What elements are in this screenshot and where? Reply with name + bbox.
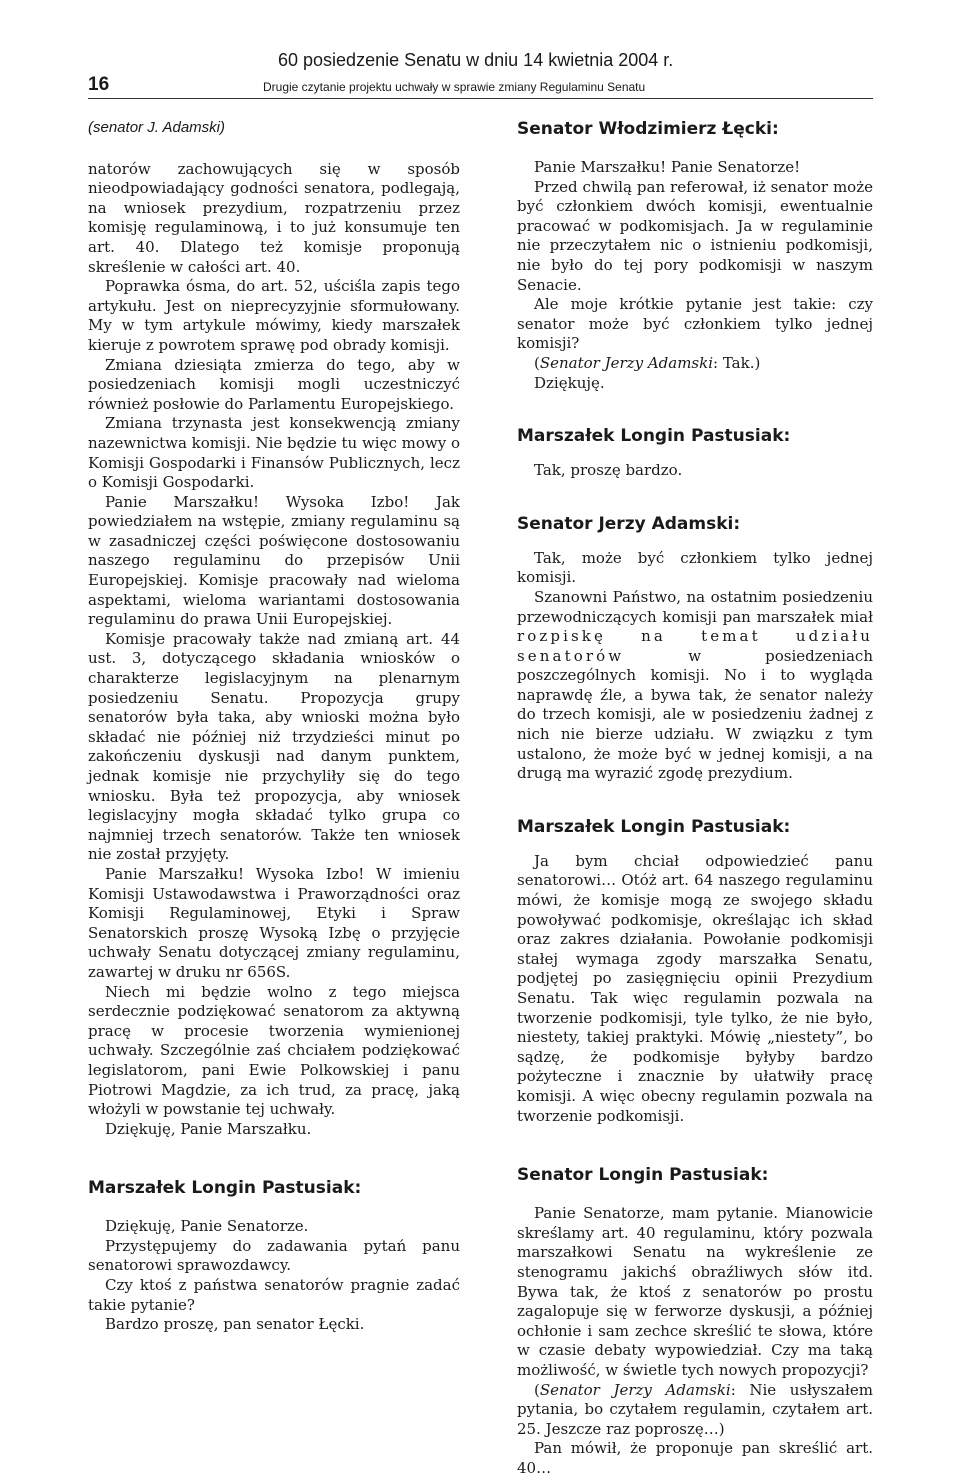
speaker-heading: Senator Włodzimierz Łęcki: <box>517 119 779 139</box>
speaker-heading: Marszałek Longin Pastusiak: <box>88 1178 362 1199</box>
paragraph: Ale moje krótkie pytanie jest takie: czy senator może być członkiem tylko jednej komisji? <box>517 295 873 353</box>
paragraph: Niech mi będzie wolno z tego miejsca serdecznie podziękować senatorom za aktywną pracę w procesie tworzenia wymienionej uchwały. Szczególnie zaś chciałem podziękować legislatorom, pani Ewie Polkowskiej i panu Piotrowi Magdzie, za ich trud, za pracę, jaką włożyli w powstanie tej uchwały. <box>88 982 460 1119</box>
interjection-text: : Tak.) <box>713 353 761 372</box>
paragraph <box>517 588 873 784</box>
interjection: (Senator Jerzy Adamski: Nie usłyszałem pytania, bo czytałem regulamin, czytałem art. 25. Jeszcze raz poproszę…) <box>517 1380 873 1438</box>
paragraph: Przystępujemy do zadawania pytań panu senatorowi sprawozdawcy. <box>88 1236 460 1275</box>
paragraph: Ja bym chciał odpowiedzieć panu senatorowi… Otóż art. 64 naszego regulaminu mówi, że komisje mogą ze swojego składu powoływać podkomisje, określając ich skład oraz zakres działania. Powołanie podkomisji stałej wymaga zgody marszałka Senatu, podjętej po zasięgnięciu opinii Prezydium Senatu. Tak więc regulamin pozwala na tworzenie podkomisji, tyle tylko, że nie było, niestety, takiej praktyki. Mówię „niestety”, bo sądzę, że podkomisje byłyby bardzo pożyteczne i znacznie by ułatwiły pracę komisji. A więc obecny regulamin pozwala na tworzenie podkomisji. <box>517 851 873 1125</box>
paragraph: Bardzo proszę, pan senator Łęcki. <box>105 1315 365 1334</box>
paragraph: Dziękuję, Panie Senatorze. <box>105 1217 309 1236</box>
paragraph: Tak, proszę bardzo. <box>534 461 683 480</box>
interjection-speaker: Senator Jerzy Adamski <box>539 1380 731 1399</box>
paragraph: Komisje pracowały także nad zmianą art. 44 ust. 3, dotyczącego składania wniosków o charakterze legislacyjnym na plenarnym posiedzeniu Senatu. Propozycja grupy senatorów była taka, aby wnioski można było składać nie później niż trzydzieści minut po zakończeniu dyskusji nad danym punktem, jednak komisje nie przychyliły się do tego wniosku. Była też propozycja, aby wniosek legislacyjny mogła składać tylko grupa co najmniej trzech senatorów. Także ten wniosek nie został przyjęty. <box>88 629 460 864</box>
paragraph: Panie Senatorze, mam pytanie. Mianowicie skreślamy art. 40 regulaminu, który pozwala marszałkowi Senatu na wykreślenie ze stenogramu jakichś obraźliwych słów itd. Bywa tak, że ktoś z senatorów po prostu zagalopuje się w ferworze dyskusji, a później ochłonie i sam zechce skreślić te słowa, które w czasie debaty wypowiedział. Czy ma taką możliwość, w świetle tych nowych propozycji? <box>517 1204 873 1379</box>
paragraph: Przed chwilą pan referował, iż senator może być członkiem dwóch komisji, ewentualnie pracować w podkomisjach. Ja w regulaminie nie przeczytałem nic o istnieniu podkomisji, nie było do tej pory podkomisji w naszym Senacie. <box>517 177 873 294</box>
page-header <box>88 30 873 100</box>
paragraph: Czy ktoś z państwa senatorów pragnie zadać takie pytanie? <box>88 1276 460 1314</box>
speaker-heading: Senator Jerzy Adamski: <box>517 513 741 534</box>
paragraph: Zmiana dziesiąta zmierza do tego, aby w posiedzeniach komisji mogli uczestniczyć również posłowie do Parlamentu Europejskiego. <box>88 355 460 413</box>
page-number: 16 <box>88 74 110 95</box>
paragraph: Dziękuję. <box>534 373 605 392</box>
paragraph: Tak, może być członkiem tylko jednej komisji. <box>517 548 873 587</box>
interjection-speaker: Senator Jerzy Adamski <box>539 353 714 372</box>
paragraph: Zmiana trzynasta jest konsekwencją zmiany nazewnictwa komisji. Nie będzie tu więc mowy o Komisji Gospodarki i Finansów Publicznych, lecz o Komisji Gospodarki. <box>88 414 460 492</box>
paragraph: Poprawka ósma, do art. 52, uściśla zapis tego artykułu. Jest on nieprecyzyjnie sformułowany. My w tym artykule mówimy, kiedy marszałek kieruje z powrotem sprawę pod obrady komisji. <box>88 277 460 354</box>
paragraph: Panie Marszałku! Wysoka Izbo! Jak powiedziałem na wstępie, zmiany regulaminu są w zasadniczej części poświęcone dostosowaniu naszego regulaminu do przepisów Unii Europejskiej. Komisje pracowały nad wieloma aspektami, wieloma wariantami dostosowania regulaminu do prawa Unii Europejskiej. <box>88 492 460 629</box>
header-title: 60 posiedzenie Senatu w dniu 14 kwietnia 2004 r. <box>278 50 674 70</box>
speaker-heading: Senator Longin Pastusiak: <box>517 1165 769 1186</box>
paragraph: Panie Marszałku! Panie Senatorze! <box>534 158 801 176</box>
speaker-continuation-note: (senator J. Adamski) <box>88 119 225 136</box>
paragraph: Panie Marszałku! Wysoka Izbo! W imieniu Komisji Ustawodawstwa i Praworządności oraz Komisji Regulaminowej, Etyki i Spraw Senatorskich proszę Wysoką Izbę o przyjęcie uchwały Senatu dotyczącej zmiany regulaminu, zawartej w druku nr 656S. <box>88 864 460 981</box>
paragraph: natorów zachowujących się w sposób nieodpowiadający godności senatora, podlegają, na wniosek prezydium, rozpatrzeniu przez komisję regulaminową, i to już konsumuje ten art. 40. Dlatego też komisje proponują skreślenie w całości art. 40. <box>88 159 460 276</box>
interjection: (Senator Jerzy Adamski: Tak.) <box>534 353 761 372</box>
left-column <box>88 118 460 1335</box>
text-run: Szanowni Państwo, na ostatnim posiedzeniu przewodniczących komisji pan marszałek miał <box>517 587 873 626</box>
interjection-text: : Nie usłyszałem pytania, bo czytałem regulamin, czytałem art. 25. Jeszcze raz poproszę…) <box>517 1380 873 1438</box>
right-column <box>517 118 873 1478</box>
paragraph: Pan mówił, że proponuje pan skreślić art. 40… <box>517 1439 873 1477</box>
spaced-text: rozpiskę na temat udziału senatorów <box>517 627 873 665</box>
header-divider <box>88 98 873 99</box>
paragraph: Dziękuję, Panie Marszałku. <box>105 1119 312 1138</box>
header-subtitle: Drugie czytanie projektu uchwały w sprawie zmiany Regulaminu Senatu <box>263 80 646 94</box>
speaker-heading: Marszałek Longin Pastusiak: <box>517 816 791 837</box>
speaker-heading: Marszałek Longin Pastusiak: <box>517 426 791 447</box>
text-run: w posiedzeniach poszczególnych komisji. No i to wygląda naprawdę źle, a bywa tak, że senator należy do trzech komisji, ale w posiedzeniu żadnej z nich nie bierze udziału. W związku z tym ustalono, że może być w jednej komisji, a na drugą ma wyrazić zgodę prezydium. <box>517 646 873 783</box>
